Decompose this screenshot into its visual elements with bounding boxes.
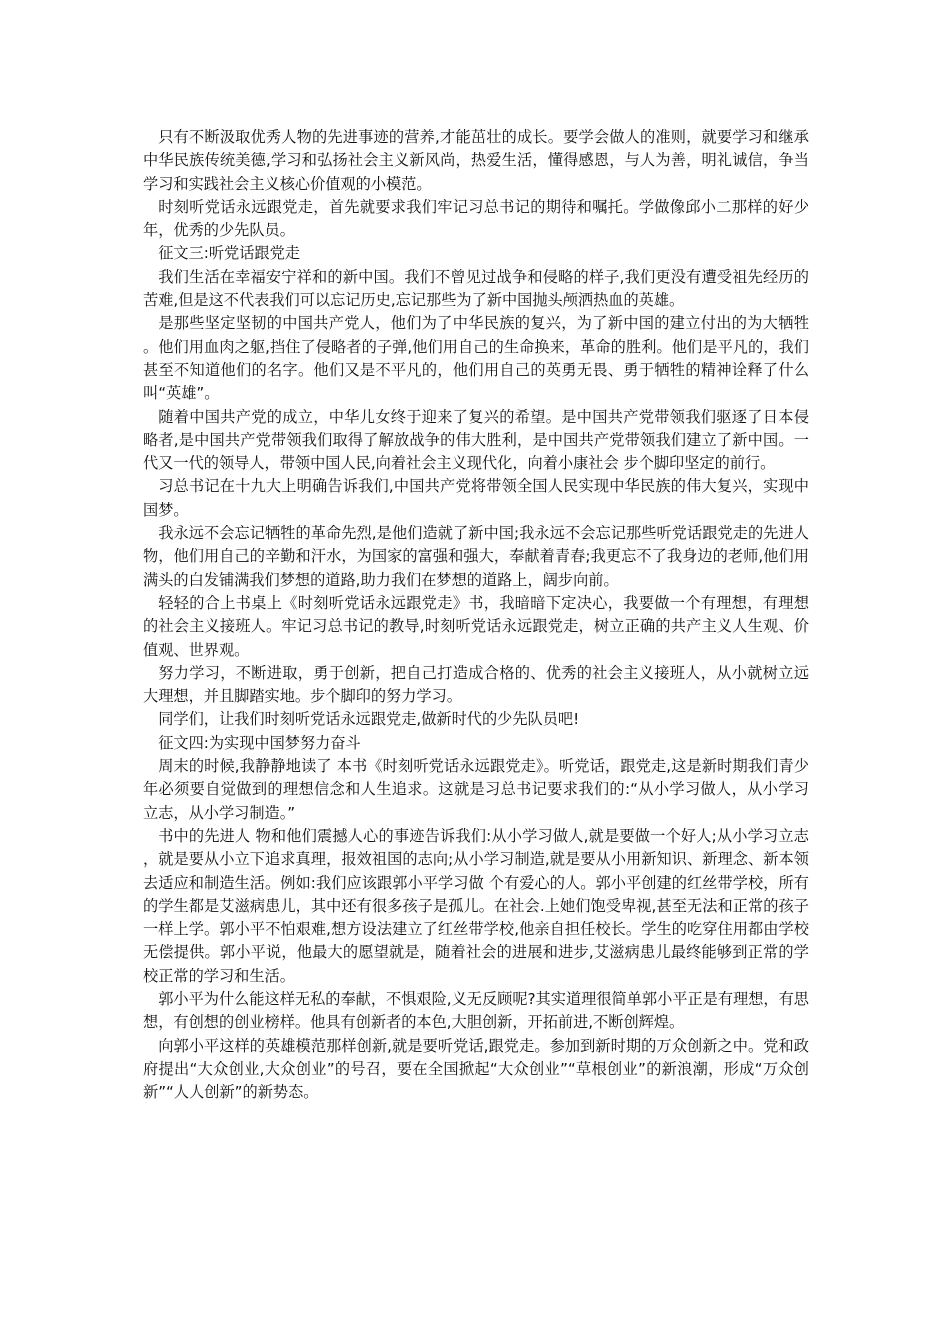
paragraph: 随着中国共产党的成立，中华儿女终于迎来了复兴的希望。是中国共产党带领我们驱逐了日本侵略者,是中国共产党带领我们取得了解放战争的伟大胜利，是中国共产党带领我们建立了新中国。一代又一代的领导人，带领中国人民,向着社会主义现代化，向着小康社会 步个脚印坚定的前行。 [143,407,809,473]
paragraph: 我们生活在幸福安宁祥和的新中国。我们不曾见过战争和侵略的样子,我们更没有遭受祖先经历的苦难,但是这不代表我们可以忘记历史,忘记那些为了新中国抛头颅洒热血的英雄。 [143,267,809,310]
paragraph: 周末的时候,我静静地读了 本书《时刻听党话永远跟党走》。听党话，跟党走,这是新时期我们青少年必须要自觉做到的理想信念和人生追求。这就是习总书记要求我们的:“从小学习做人，从小学习立志，从小学习制造。” [143,757,809,822]
paragraph: 郭小平为什么能这样无私的奉献，不惧艰险,义无反顾呢?其实道理很简单郭小平正是有理想，有思想，有创想的创业榜样。他具有创新者的本色,大胆创新，开拓前进,不断创辉煌。 [143,989,809,1032]
paragraph: 同学们，让我们时刻听党话永远跟党走,做新时代的少先队员吧! [158,710,580,729]
paragraph: 是那些坚定坚韧的中国共产党人，他们为了中华民族的复兴，为了新中国的建立付出的为大牺牲。他们用血肉之躯,挡住了侵略者的子弹,他们用自己的生命换来，革命的胜利。他们是平凡的，我们甚至不知道他们的名字。他们又是不平凡的，他们用自己的英勇无畏、勇于牺牲的精神诠释了什么叫“英雄”。 [143,314,809,403]
section-heading: 征文四:为实现中国梦努力奋斗 [158,733,361,752]
paragraph: 时刻听党话永远跟党走，首先就要求我们牢记习总书记的期待和嘱托。学做像邱小二那样的好少年，优秀的少先队员。 [143,197,809,240]
document-body [143,126,809,1104]
paragraph: 书中的先进人 物和他们震撼人心的事迹告诉我们:从小学习做人,就是要做一个好人;从小学习立志，就是要从小立下追求真理，报效祖国的志向;从小学习制造,就是要从小用新知识、新理念、新本领去适应和制造生活。例如:我们应该跟郭小平学习做 个有爱心的人。郭小平创建的红丝带学校，所有的学生都是艾滋病患儿，其中还有很多孩子是孤儿。在社会.上她们饱受卑视,甚至无法和正常的孩子一样上学。郭小平不怕艰难,想方设法建立了红丝带学校,他亲自担任校长。学生的吃穿住用都由学校无偿提供。郭小平说，他最大的愿望就是，随着社会的进展和进步,艾滋病患儿最终能够到正常的学校正常的学习和生活。 [143,826,809,985]
paragraph: 向郭小平这样的英雄模范那样创新,就是要听党话,跟党走。参加到新时期的万众创新之中。党和政府提出“大众创业,大众创业”的号召，要在全国掀起“大众创业”“草根创业”的新浪潮，形成“万众创新”“人人创新”的新势态。 [143,1036,809,1102]
paragraph: 轻轻的合上书桌上《时刻听党话永远跟党走》书，我暗暗下定决心，我要做一个有理想，有理想的社会主义接班人。牢记习总书记的教导,时刻听党话永远跟党走，树立正确的共产主义人生观、价值观、世界观。 [143,593,809,659]
paragraph: 我永远不会忘记牺牲的革命先烈,是他们造就了新中国;我永远不会忘记那些听党话跟党走的先进人物，他们用自己的辛勤和汗水，为国家的富强和强大，奉献着青春;我更忘不了我身边的老师,他们用满头的白发铺满我们梦想的道路,助力我们在梦想的道路上，阔步向前。 [143,524,809,589]
section-heading: 征文三:听党话跟党走 [158,244,300,263]
paragraph: 只有不断汲取优秀人物的先进事迹的营养,才能茁壮的成长。要学会做人的准则，就要学习和继承中华民族传统美德,学习和弘扬社会主义新风尚，热爱生活，懂得感恩，与人为善，明礼诚信，争当学习和实践社会主义核心价值观的小模范。 [143,128,809,193]
paragraph: 习总书记在十九大上明确告诉我们,中国共产党将带领全国人民实现中华民族的伟大复兴，实现中国梦。 [143,477,809,519]
paragraph: 努力学习，不断进取，勇于创新，把自己打造成合格的、优秀的社会主义接班人，从小就树立远大理想，并且脚踏实地。步个脚印的努力学习。 [143,663,809,706]
